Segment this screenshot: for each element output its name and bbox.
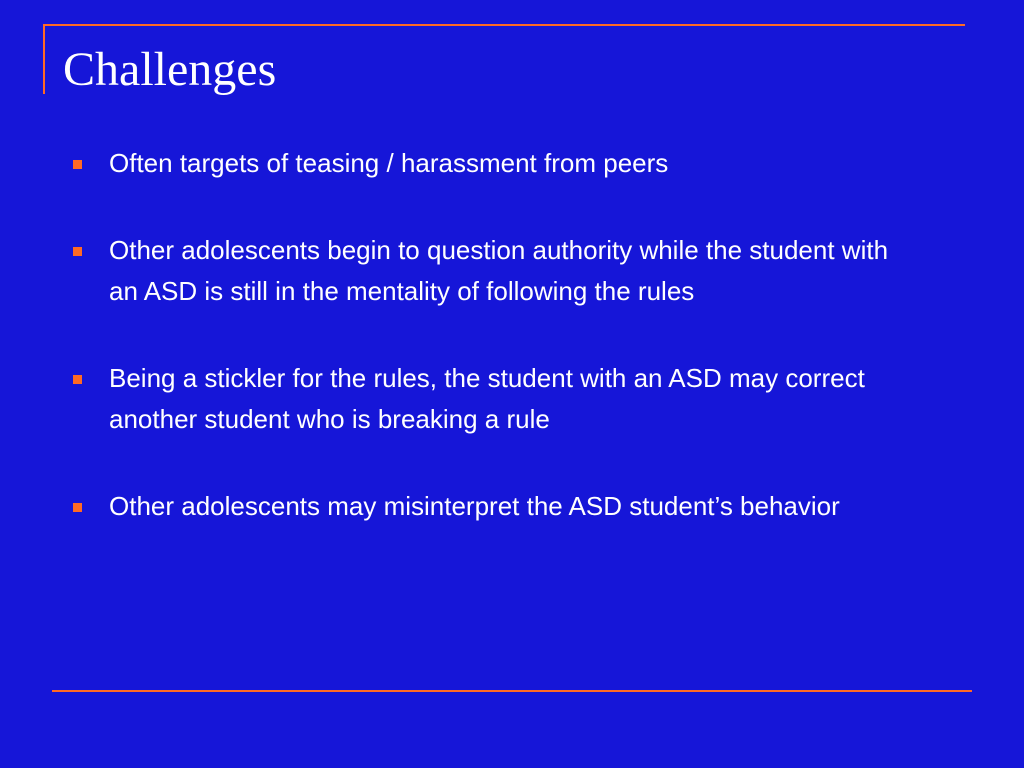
bullet-text: Being a stickler for the rules, the student with an ASD may correct another student who is breaking a rule (109, 363, 865, 434)
square-bullet-icon (73, 160, 82, 169)
bullet-list (70, 143, 900, 527)
bullet-text: Other adolescents may misinterpret the ASD student’s behavior (109, 491, 840, 521)
top-accent-line (43, 24, 965, 26)
slide-title: Challenges (63, 43, 277, 96)
bullet-item (70, 486, 900, 527)
bullet-item (70, 143, 900, 184)
square-bullet-icon (73, 503, 82, 512)
left-accent-line (43, 24, 45, 94)
bottom-accent-line (52, 690, 972, 692)
bullet-text: Other adolescents begin to question authority while the student with an ASD is still in the mentality of following the rules (109, 235, 889, 306)
bullet-item (70, 230, 900, 312)
bullet-text: Often targets of teasing / harassment from peers (109, 148, 669, 178)
square-bullet-icon (73, 375, 82, 384)
square-bullet-icon (73, 247, 82, 256)
bullet-item (70, 358, 900, 440)
